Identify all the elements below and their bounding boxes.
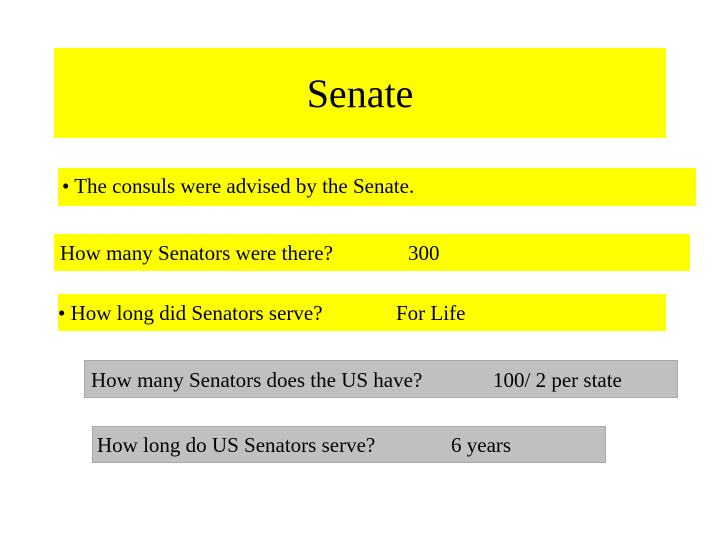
question-text: How many Senators does the US have? <box>91 368 423 392</box>
title-banner <box>54 48 666 138</box>
answer-text: 6 years <box>451 433 512 457</box>
qa-row-us-senator-count <box>84 360 678 398</box>
slide-title: Senate <box>306 71 414 116</box>
answer-text: 100/ 2 per state <box>493 368 622 392</box>
answer-text: 300 <box>408 241 440 265</box>
qa-row-senator-count <box>54 234 690 271</box>
question-text: • How long did Senators serve? <box>58 301 323 325</box>
question-text: How long do US Senators serve? <box>97 433 376 457</box>
qa-row-senator-term <box>58 294 666 331</box>
qa-row-us-senator-term <box>92 426 606 463</box>
statement-row-consuls <box>58 168 696 206</box>
answer-text: For Life <box>396 301 466 325</box>
statement-text: • The consuls were advised by the Senate. <box>62 174 415 198</box>
question-text: How many Senators were there? <box>60 241 333 265</box>
